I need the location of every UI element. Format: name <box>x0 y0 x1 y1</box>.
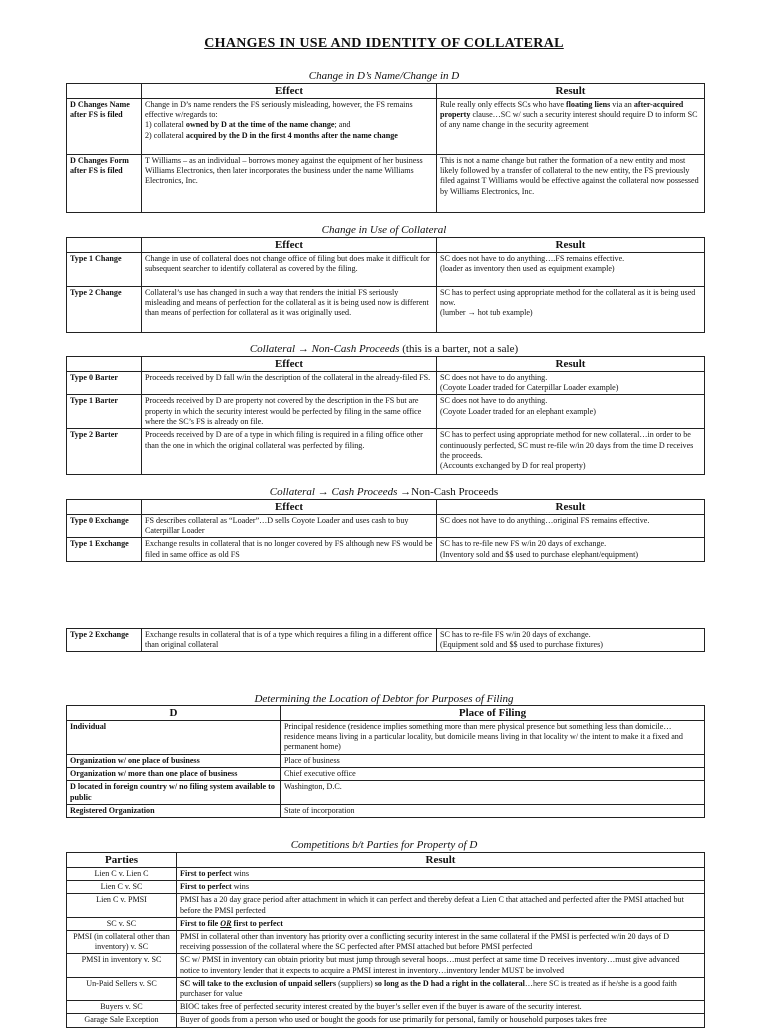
section-caption-name-change: Change in D’s Name/Change in D <box>308 70 460 82</box>
party-cell: PMSI (in collateral other than inventory) v. SC <box>67 931 177 954</box>
table-non-cash-proceeds <box>66 356 705 475</box>
page-title: CHANGES IN USE AND IDENTITY OF COLLATERAL <box>204 36 564 51</box>
table-cash-proceeds <box>66 499 705 562</box>
result-cell: SC does not have to do anything. (Coyote Loader traded for an elephant example) <box>437 395 705 429</box>
column-header-effect: Effect <box>142 84 437 99</box>
result-cell: SC has to re-file new FS w/in 20 days of exchange. (Inventory sold and $$ used to purchase elephant/equipment) <box>437 538 705 561</box>
result-cell: PMSI has a 20 day grace period after attachment in which it can perfect and thereby defeat a Lien C that attached and perfected after the PMSI attached but before the PMSI perfected <box>177 894 705 917</box>
column-header-d: D <box>67 706 281 721</box>
party-cell: Lien C v. SC <box>67 881 177 894</box>
row-label: Type 1 Barter <box>67 395 142 429</box>
section-caption-change-in-use: Change in Use of Collateral <box>321 224 447 236</box>
effect-cell: Change in D’s name renders the FS seriously misleading, however, the FS remains effective w/regards to: 1) collateral owned by D at the time of the name change; and 2) collateral acquired by the D in the first 4 months after the name change <box>142 99 437 155</box>
row-label: Organization w/ more than one place of business <box>67 768 281 781</box>
row-label: Type 1 Change <box>67 253 142 287</box>
table-row <box>67 99 705 155</box>
column-header-effect: Effect <box>142 357 437 372</box>
section-caption-cash-proceeds: Collateral → Cash Proceeds →Non-Cash Proceeds <box>269 486 499 498</box>
table-row <box>67 804 705 817</box>
result-cell: SC does not have to do anything….FS remains effective. (loader as inventory then used as equipment example) <box>437 253 705 287</box>
party-cell: PMSI in inventory v. SC <box>67 954 177 977</box>
result-cell: SC does not have to do anything. (Coyote Loader traded for Caterpillar Loader example) <box>437 372 705 395</box>
row-label: Type 1 Exchange <box>67 538 142 561</box>
table-row <box>67 868 705 881</box>
effect-cell: Change in use of collateral does not change office of filing but does make it difficult for subsequent searcher to identify collateral as covered by the filing. <box>142 253 437 287</box>
result-cell: SC has to re-file FS w/in 20 days of exchange. (Equipment sold and $$ used to purchase fixtures) <box>437 629 705 652</box>
value-cell: Principal residence (residence implies something more than mere physical presence but something less than domicile…residence means living in a particular locality, but domicile means living in that locality w/ the intent to make it a fixed and permanent home) <box>281 721 705 755</box>
party-cell: Lien C v. Lien C <box>67 868 177 881</box>
result-cell: PMSI in collateral other than inventory has priority over a conflicting security interest in the same collateral if the PMSI is perfected w/in 20 days of D receiving possession of the collateral where the SC perfected after PMSI attached but before PMSI perfected <box>177 931 705 954</box>
column-header-effect: Effect <box>142 238 437 253</box>
arrow-icon: → <box>297 343 309 355</box>
effect-cell: Proceeds received by D are property not covered by the description in the FS but are property in which the security interest would be perfected by filing in the same office where the SC’s FS is already on file. <box>142 395 437 429</box>
effect-cell: T Williams – as an individual – borrows money against the equipment of her business Williams Electronics, then later incorporates the business under the name Williams Electronics, Inc. <box>142 155 437 213</box>
table-row <box>67 977 705 1000</box>
column-header-parties: Parties <box>67 853 177 868</box>
result-cell: First to perfect wins <box>177 881 705 894</box>
column-header-result: Result <box>437 84 705 99</box>
section-caption-competitions: Competitions b/t Parties for Property of D <box>290 839 478 851</box>
result-cell: First to file OR first to perfect <box>177 917 705 930</box>
table-row <box>67 372 705 395</box>
table-row <box>67 1014 705 1027</box>
table-row <box>67 395 705 429</box>
value-cell: State of incorporation <box>281 804 705 817</box>
result-cell: Buyer of goods from a person who used or bought the goods for use primarily for personal, family or household purposes takes free <box>177 1014 705 1027</box>
section-caption-debtor-location: Determining the Location of Debtor for Purposes of Filing <box>254 693 514 705</box>
table-row <box>67 954 705 977</box>
row-label: D Changes Form after FS is filed <box>67 155 142 213</box>
effect-cell: Proceeds received by D fall w/in the description of the collateral in the already-filed FS. <box>142 372 437 395</box>
effect-cell: Exchange results in collateral that is of a type which requires a filing in a different office than original collateral <box>142 629 437 652</box>
result-cell: First to perfect wins <box>177 868 705 881</box>
value-cell: Place of business <box>281 755 705 768</box>
column-header-effect: Effect <box>142 500 437 515</box>
table-row <box>67 894 705 917</box>
arrow-icon: → <box>317 486 329 498</box>
column-header-place-of-filing: Place of Filing <box>281 706 705 721</box>
party-cell: Un-Paid Sellers v. SC <box>67 977 177 1000</box>
row-label: Type 0 Barter <box>67 372 142 395</box>
result-cell: SC has to perfect using appropriate method for the collateral as it is being used now. (lumber → hot tub example) <box>437 287 705 333</box>
table-change-in-use <box>66 237 705 333</box>
effect-cell: Collateral’s use has changed in such a way that renders the initial FS seriously misleading and means of perfection for the collateral as it is being used now is different than means of perfection for collateral as it was originally used. <box>142 287 437 333</box>
party-cell: Garage Sale Exception <box>67 1014 177 1027</box>
row-label: D Changes Name after FS is filed <box>67 99 142 155</box>
table-row <box>67 917 705 930</box>
result-cell: SC does not have to do anything…original FS remains effective. <box>437 515 705 538</box>
value-cell: Washington, D.C. <box>281 781 705 804</box>
table-cash-proceeds-continued <box>66 628 705 652</box>
row-label: Type 2 Exchange <box>67 629 142 652</box>
effect-cell: Exchange results in collateral that is no longer covered by FS although new FS would be filed in same office as old FS <box>142 538 437 561</box>
result-cell: This is not a name change but rather the formation of a new entity and most likely followed by a transfer of collateral to the new entity, the FS previously filed against T Williams would be effective against the collateral now possessed by Williams Electronics, Inc. <box>437 155 705 213</box>
table-row <box>67 768 705 781</box>
effect-cell: Proceeds received by D are of a type in which filing is required in a filing office other than the one in which the original collateral was perfected by filing. <box>142 429 437 475</box>
table-name-change <box>66 83 705 213</box>
table-row <box>67 721 705 755</box>
table-row <box>67 287 705 333</box>
section-caption-non-cash-proceeds: Collateral → Non-Cash Proceeds (this is a barter, not a sale) <box>249 343 519 355</box>
table-row <box>67 253 705 287</box>
row-label: Registered Organization <box>67 804 281 817</box>
table-row <box>67 538 705 561</box>
row-label: Organization w/ one place of business <box>67 755 281 768</box>
table-row <box>67 1001 705 1014</box>
result-cell: Rule really only effects SCs who have floating liens via an after-acquired property clause…SC w/ such a security interest should require D to inform SC of any name change in the security agreement <box>437 99 705 155</box>
column-header-result: Result <box>437 357 705 372</box>
row-label: Type 2 Change <box>67 287 142 333</box>
result-cell: BIOC takes free of perfected security interest created by the buyer’s seller even if the buyer is aware of the security interest. <box>177 1001 705 1014</box>
effect-cell: FS describes collateral as “Loader”…D sells Coyote Loader and uses cash to buy Caterpillar Loader <box>142 515 437 538</box>
result-cell: SC w/ PMSI in inventory can obtain priority but must jump through several hoops…must perfect at same time D receives inventory…must give advanced notice to inventory lender that it expects to acquire a PMSI interest in inventory…inventory lender MUST be involved <box>177 954 705 977</box>
row-label: Type 0 Exchange <box>67 515 142 538</box>
table-row <box>67 931 705 954</box>
party-cell: Lien C v. PMSI <box>67 894 177 917</box>
table-row <box>67 781 705 804</box>
party-cell: Buyers v. SC <box>67 1001 177 1014</box>
result-cell: SC has to perfect using appropriate method for new collateral…in order to be continuously perfected, SC must re-file w/in 20 days from the time D receives the proceeds. (Accounts exchanged by D for real property) <box>437 429 705 475</box>
table-competitions <box>66 852 705 1028</box>
table-debtor-location <box>66 705 705 818</box>
table-row <box>67 155 705 213</box>
table-row <box>67 629 705 652</box>
arrow-icon: → <box>400 486 412 498</box>
table-row <box>67 881 705 894</box>
result-cell: SC will take to the exclusion of unpaid sellers (suppliers) so long as the D had a right in the collateral…here SC is treated as if he/she is a good faith purchaser for value <box>177 977 705 1000</box>
column-header-result: Result <box>437 500 705 515</box>
row-label: Type 2 Barter <box>67 429 142 475</box>
party-cell: SC v. SC <box>67 917 177 930</box>
table-row <box>67 515 705 538</box>
table-row <box>67 429 705 475</box>
value-cell: Chief executive office <box>281 768 705 781</box>
column-header-result: Result <box>177 853 705 868</box>
column-header-result: Result <box>437 238 705 253</box>
table-row <box>67 755 705 768</box>
row-label: D located in foreign country w/ no filing system available to public <box>67 781 281 804</box>
row-label: Individual <box>67 721 281 755</box>
